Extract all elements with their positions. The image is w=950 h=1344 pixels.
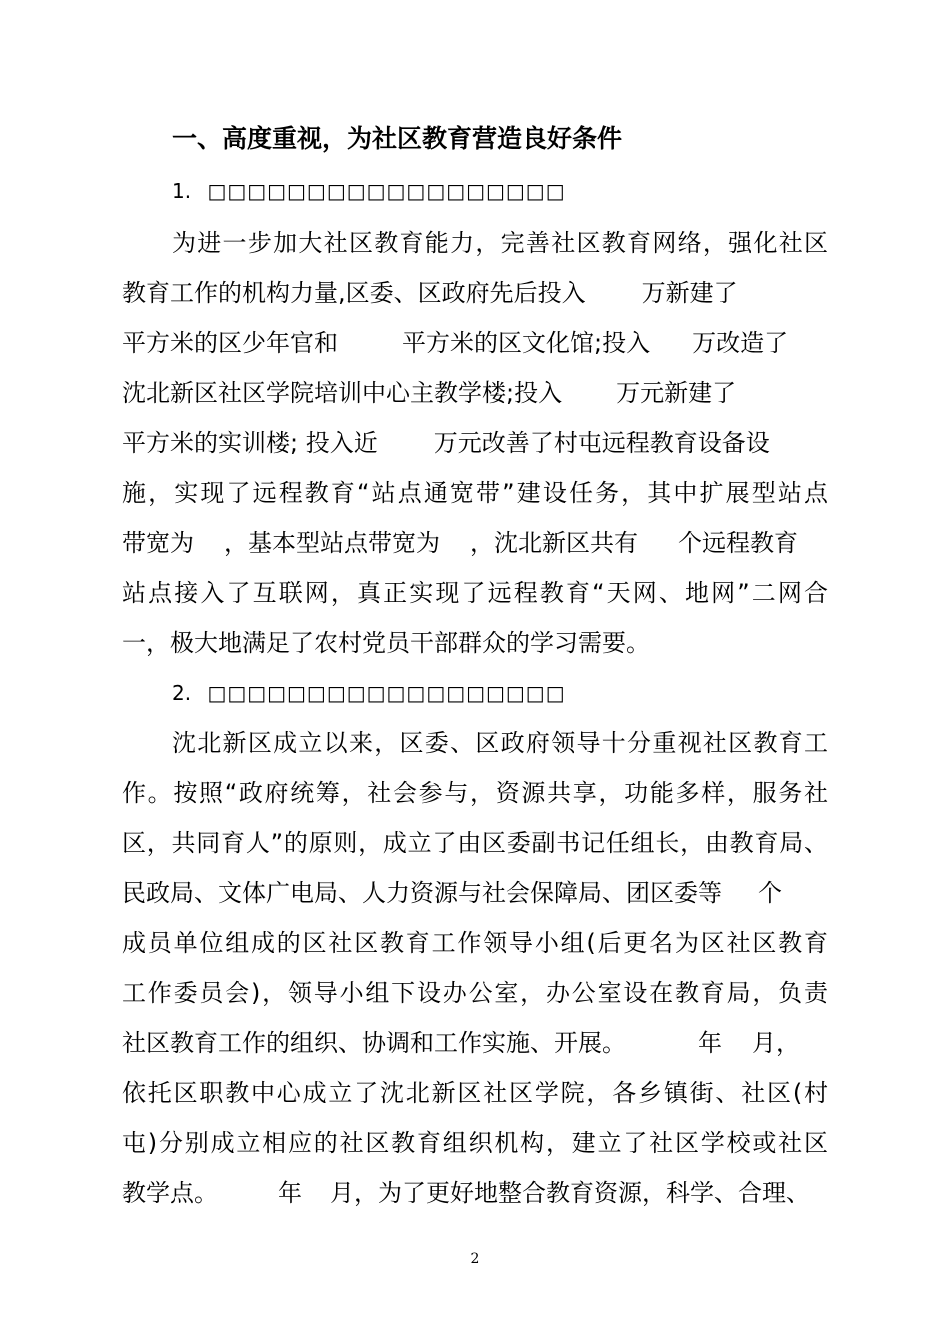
subsection-1-title (172, 176, 566, 206)
paragraph-1-line-1: 为进一步加大社区教育能力，完善社区教育网络，强化社区 (172, 229, 828, 257)
page-number: 2 (470, 1251, 480, 1267)
paragraph-2-line-5: 成员单位组成的区社区教育工作领导小组(后更名为区社区教育 (122, 929, 828, 957)
paragraph-2-line-10: 教学点。 年 月，为了更好地整合教育资源，科学、合理、 (122, 1179, 810, 1207)
section-heading: 一、高度重视，为社区教育营造良好条件 (172, 124, 623, 153)
paragraph-1-line-9: 一，极大地满足了农村党员干部群众的学习需要。 (122, 629, 650, 657)
paragraph-1-line-4: 沈北新区社区学院培训中心主教学楼;投入 万元新建了 (122, 379, 737, 407)
paragraph-2-line-2: 作。按照“政府统筹，社会参与，资源共享，功能多样，服务社 (122, 779, 828, 807)
paragraph-2-line-7: 社区教育工作的组织、协调和工作实施、开展。 年 月， (122, 1029, 800, 1057)
paragraph-1-line-2: 教育工作的机构力量,区委、区政府先后投入 万新建了 (122, 279, 738, 307)
subsection-2-title (172, 678, 566, 708)
paragraph-1-line-8: 站点接入了互联网，真正实现了远程教育“天网、地网”二网合 (122, 579, 828, 607)
paragraph-1-line-6: 施，实现了远程教育“站点通宽带”建设任务，其中扩展型站点 (122, 479, 828, 507)
paragraph-2-line-9: 屯)分别成立相应的社区教育组织机构，建立了社区学校或社区 (122, 1129, 828, 1157)
paragraph-2-line-3: 区，共同育人”的原则，成立了由区委副书记任组长，由教育局、 (122, 829, 828, 857)
paragraph-1-line-7: 带宽为 ，基本型站点带宽为 ，沈北新区共有 个远程教育 (122, 529, 798, 557)
subsection-1-number: 1. (172, 179, 192, 203)
paragraph-2-line-8: 依托区职教中心成立了沈北新区社区学院，各乡镇街、社区(村 (122, 1079, 828, 1107)
paragraph-2-line-6: 工作委员会)，领导小组下设办公室，办公室设在教育局，负责 (122, 979, 828, 1007)
paragraph-1-line-3: 平方米的区少年官和 平方米的区文化馆;投入 万改造了 (122, 329, 789, 357)
paragraph-2-line-4: 民政局、文体广电局、人力资源与社会保障局、团区委等 个 (122, 879, 782, 907)
subsection-2-text: □□□□□□□□□□□□□□□□□□ (207, 681, 566, 705)
subsection-1-text: □□□□□□□□□□□□□□□□□□ (207, 179, 566, 203)
paragraph-2-line-1: 沈北新区成立以来，区委、区政府领导十分重视社区教育工 (172, 729, 828, 757)
paragraph-1-line-5: 平方米的实训楼; 投入近 万元改善了村屯远程教育设备设 (122, 429, 770, 457)
subsection-2-number: 2. (172, 681, 192, 705)
